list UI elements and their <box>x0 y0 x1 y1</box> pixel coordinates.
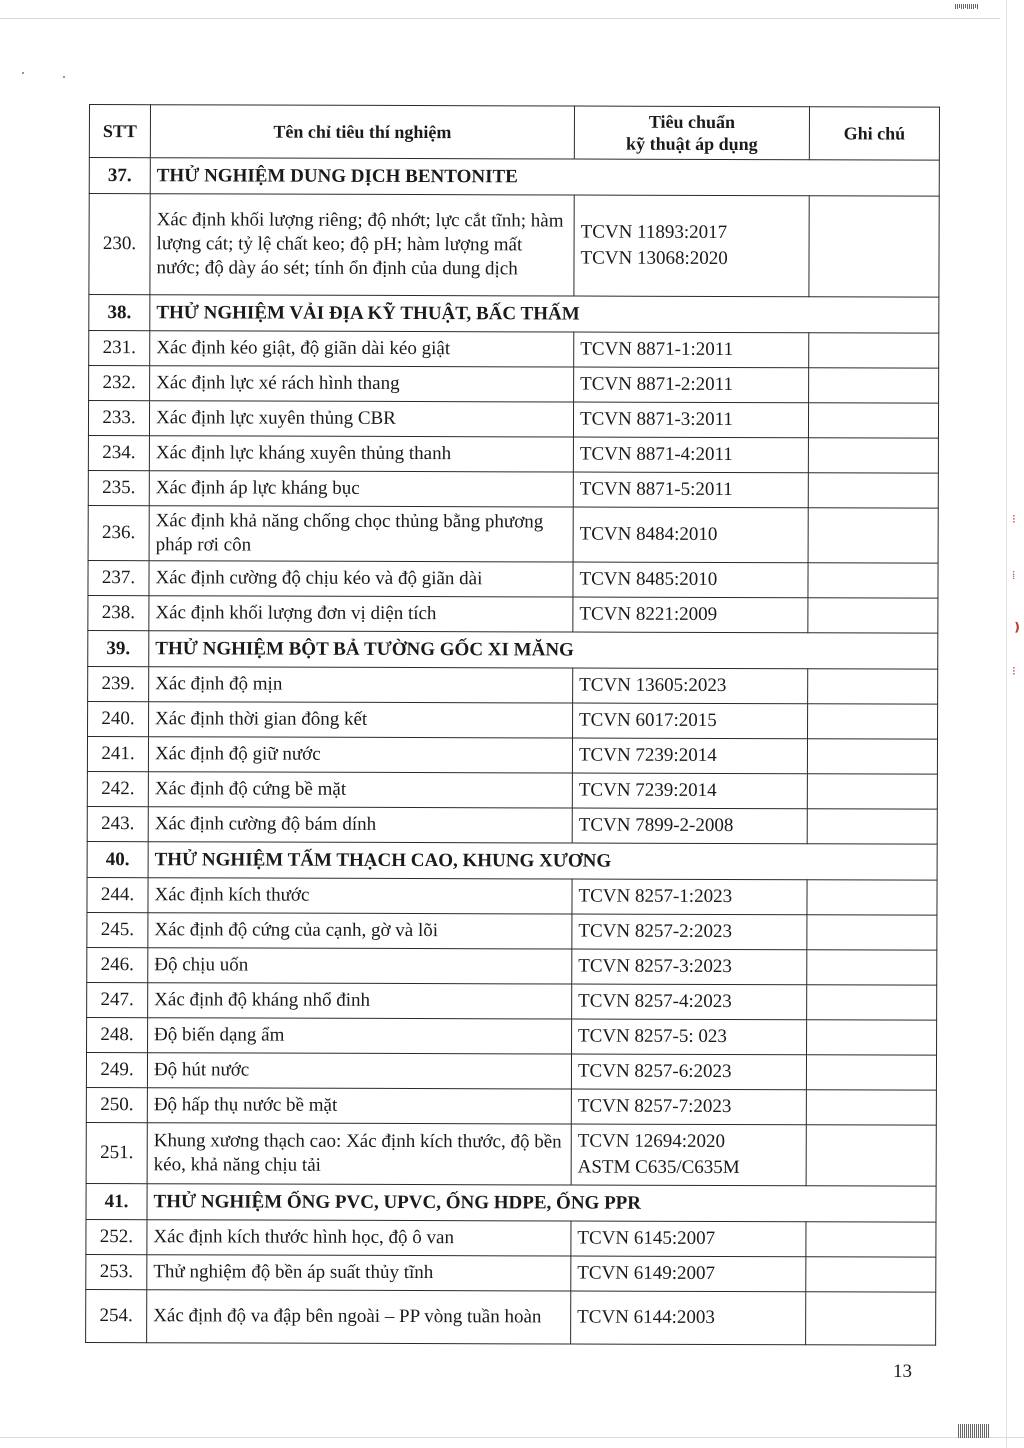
test-standard: TCVN 7239:2014 <box>572 773 807 809</box>
test-standard: TCVN 8257-7:2023 <box>571 1089 806 1125</box>
table-row <box>88 401 938 439</box>
note-cell <box>808 704 938 739</box>
note-cell <box>806 1257 936 1292</box>
test-name: Độ hút nước <box>147 1053 571 1089</box>
note-cell <box>809 368 939 403</box>
standard-code: TCVN 13068:2020 <box>580 247 728 270</box>
test-name: Xác định cường độ chịu kéo và độ giãn dài <box>149 561 573 597</box>
table-row <box>87 806 937 844</box>
note-cell <box>807 809 937 844</box>
test-standard: TCVN 6017:2015 <box>573 703 808 739</box>
table-row <box>86 1254 936 1292</box>
binding-stamp-mark: ⁝ <box>1012 512 1016 526</box>
note-cell <box>808 563 938 598</box>
row-number: 230. <box>89 194 150 295</box>
note-cell <box>807 880 937 915</box>
table-row <box>88 560 938 598</box>
table-row <box>88 470 938 508</box>
section-row <box>86 1183 936 1222</box>
section-number: 41. <box>86 1183 147 1219</box>
section-row <box>88 630 938 669</box>
row-number: 248. <box>87 1017 148 1052</box>
note-cell <box>807 985 937 1020</box>
test-standards-table <box>85 104 940 1346</box>
note-cell <box>808 669 938 704</box>
scan-edge-right <box>1006 0 1007 1448</box>
test-name: Thử nghiệm độ bền áp suất thủy tĩnh <box>147 1255 571 1291</box>
test-name: Độ hấp thụ nước bề mặt <box>147 1088 571 1124</box>
scan-edge-bottom <box>0 1437 1024 1438</box>
row-number: 243. <box>87 806 148 841</box>
note-cell <box>807 915 937 950</box>
table-row <box>86 1087 936 1125</box>
row-number: 250. <box>86 1087 147 1122</box>
test-name: Xác định độ kháng nhổ đinh <box>148 983 572 1019</box>
note-cell <box>808 438 938 473</box>
scan-barcode-mark <box>955 4 978 9</box>
test-standard: TCVN 7239:2014 <box>572 738 807 774</box>
table-row <box>88 701 938 739</box>
test-name: Xác định độ cứng của cạnh, gờ và lõi <box>148 913 572 949</box>
table-row <box>89 194 939 298</box>
test-standard: TCVN 8257-5: 023 <box>572 1019 807 1055</box>
scan-speck <box>63 76 65 78</box>
row-number: 244. <box>87 877 148 912</box>
row-number: 235. <box>88 470 149 505</box>
header-test-name: Tên chỉ tiêu thí nghiệm <box>150 105 574 159</box>
row-number: 232. <box>89 366 150 401</box>
scan-barcode-mark <box>958 1424 989 1438</box>
row-number: 251. <box>86 1122 147 1183</box>
test-name: Xác định lực xé rách hình thang <box>150 366 574 402</box>
table-row <box>87 982 937 1020</box>
note-cell <box>808 403 938 438</box>
section-number: 40. <box>87 841 148 877</box>
standard-code: ASTM C635/C635M <box>577 1156 740 1179</box>
note-cell <box>806 1292 936 1345</box>
test-name: Xác định kéo giật, độ giãn dài kéo giật <box>150 331 574 367</box>
row-number: 239. <box>88 666 149 701</box>
table-row <box>87 771 937 809</box>
table-row <box>87 1017 937 1055</box>
table-row <box>86 1122 936 1186</box>
table-row <box>87 912 937 950</box>
table-row <box>88 435 938 473</box>
test-standard: TCVN 8871-2:2011 <box>574 367 809 403</box>
test-standard: TCVN 6149:2007 <box>571 1256 806 1292</box>
section-title: THỬ NGHIỆM ỐNG PVC, UPVC, ỐNG HDPE, ỐNG PPR <box>147 1184 936 1222</box>
table-row <box>89 366 939 404</box>
table-row <box>86 1219 936 1257</box>
test-name: Xác định lực xuyên thủng CBR <box>149 401 573 437</box>
test-name: Xác định độ mịn <box>149 667 573 703</box>
note-cell <box>806 1055 936 1090</box>
header-stt: STT <box>89 105 150 158</box>
note-cell <box>807 1020 937 1055</box>
note-cell <box>807 774 937 809</box>
header-standard <box>574 106 809 160</box>
row-number: 247. <box>87 982 148 1017</box>
section-number: 38. <box>89 295 150 331</box>
note-cell <box>808 473 938 508</box>
row-number: 252. <box>86 1219 147 1254</box>
table-row <box>88 595 938 633</box>
test-standard: TCVN 8871-1:2011 <box>574 332 809 368</box>
table-header-row <box>89 105 939 161</box>
section-row <box>87 841 937 880</box>
test-name: Xác định cường độ bám dính <box>148 807 572 843</box>
row-number: 233. <box>88 401 149 436</box>
test-standard: TCVN 8257-3:2023 <box>572 949 807 985</box>
row-number: 234. <box>88 435 149 470</box>
header-standard-line1: Tiêu chuẩn <box>648 111 736 133</box>
test-standard <box>574 195 809 297</box>
row-number: 242. <box>87 771 148 806</box>
test-name: Xác định áp lực kháng bục <box>149 471 573 507</box>
note-cell <box>809 196 939 297</box>
test-name: Xác định độ cứng bề mặt <box>148 772 572 808</box>
header-note: Ghi chú <box>809 107 939 160</box>
test-standard: TCVN 8257-4:2023 <box>572 984 807 1020</box>
test-name: Xác định thời gian đông kết <box>149 702 573 738</box>
row-number: 240. <box>88 701 149 736</box>
header-standard-line2: kỹ thuật áp dụng <box>626 133 758 155</box>
table-row <box>88 505 938 563</box>
test-name: Xác định khả năng chống chọc thủng bằng phương pháp rơi côn <box>149 506 573 562</box>
test-standard <box>571 1124 806 1186</box>
row-number: 238. <box>88 595 149 630</box>
table-row <box>87 947 937 985</box>
note-cell <box>806 1090 936 1125</box>
section-row <box>89 295 939 334</box>
test-name: Độ biến dạng ẩm <box>148 1018 572 1054</box>
row-number: 254. <box>86 1289 147 1342</box>
row-number: 246. <box>87 947 148 982</box>
note-cell <box>808 598 938 633</box>
standard-code: TCVN 11893:2017 <box>580 221 728 244</box>
note-cell <box>806 1125 936 1186</box>
test-standard: TCVN 8484:2010 <box>573 507 808 563</box>
scan-edge-top <box>0 18 1000 19</box>
test-name: Xác định độ giữ nước <box>148 737 572 773</box>
note-cell <box>809 333 939 368</box>
test-standard: TCVN 8257-2:2023 <box>572 914 807 950</box>
scan-speck <box>22 72 24 74</box>
row-number: 237. <box>88 560 149 595</box>
note-cell <box>808 508 938 563</box>
binding-stamp-mark: ⁝ <box>1012 664 1016 678</box>
test-standard: TCVN 8871-5:2011 <box>573 472 808 508</box>
section-title: THỬ NGHIỆM DUNG DỊCH BENTONITE <box>150 158 939 196</box>
section-number: 37. <box>89 158 150 194</box>
test-standard: TCVN 8485:2010 <box>573 562 808 598</box>
section-row <box>89 158 939 197</box>
test-name: Xác định độ va đập bên ngoài – PP vòng tuần hoàn <box>147 1290 571 1344</box>
table-row <box>88 666 938 704</box>
page-number: 13 <box>893 1361 912 1382</box>
test-standard: TCVN 13605:2023 <box>573 668 808 704</box>
test-name: Xác định kích thước hình học, độ ô van <box>147 1220 571 1256</box>
note-cell <box>806 1222 936 1257</box>
test-name: Khung xương thạch cao: Xác định kích thước, độ bền kéo, khả năng chịu tải <box>147 1123 571 1185</box>
table-row <box>87 736 937 774</box>
test-standard: TCVN 8221:2009 <box>573 597 808 633</box>
test-name: Độ chịu uốn <box>148 948 572 984</box>
row-number: 236. <box>88 505 149 560</box>
test-name: Xác định lực kháng xuyên thủng thanh <box>149 436 573 472</box>
binding-stamp-mark: ⁞ <box>1012 568 1016 582</box>
row-number: 231. <box>89 331 150 366</box>
section-title: THỬ NGHIỆM VẢI ĐỊA KỸ THUẬT, BẤC THẤM <box>150 295 939 333</box>
row-number: 249. <box>86 1052 147 1087</box>
test-standard: TCVN 8871-3:2011 <box>573 402 808 438</box>
test-standard: TCVN 8257-6:2023 <box>571 1054 806 1090</box>
section-title: THỬ NGHIỆM TẤM THẠCH CAO, KHUNG XƯƠNG <box>148 842 937 880</box>
test-name: Xác định khối lượng riêng; độ nhớt; lực cắt tĩnh; hàm lượng cát; tỷ lệ chất keo; độ pH; hàm lượng mất nước; độ dày áo sét; tính ổn định của dung dịch <box>150 194 574 296</box>
table-row <box>86 1052 936 1090</box>
row-number: 245. <box>87 912 148 947</box>
test-name: Xác định kích thước <box>148 878 572 914</box>
table-row <box>89 331 939 369</box>
test-name: Xác định khối lượng đơn vị diện tích <box>149 596 573 632</box>
table-row <box>86 1289 936 1345</box>
test-standard: TCVN 6144:2003 <box>571 1291 806 1345</box>
row-number: 241. <box>87 736 148 771</box>
table-row <box>87 877 937 915</box>
note-cell <box>807 739 937 774</box>
section-title: THỬ NGHIỆM BỘT BẢ TƯỜNG GỐC XI MĂNG <box>149 631 938 669</box>
standard-code: TCVN 12694:2020 <box>577 1130 726 1153</box>
note-cell <box>807 950 937 985</box>
test-standard: TCVN 8871-4:2011 <box>573 437 808 473</box>
test-standard: TCVN 6145:2007 <box>571 1221 806 1257</box>
test-standard: TCVN 8257-1:2023 <box>572 879 807 915</box>
section-number: 39. <box>88 630 149 666</box>
row-number: 253. <box>86 1254 147 1289</box>
binding-stamp-mark: ❫ <box>1012 620 1023 634</box>
test-standard: TCVN 7899-2-2008 <box>572 808 807 844</box>
